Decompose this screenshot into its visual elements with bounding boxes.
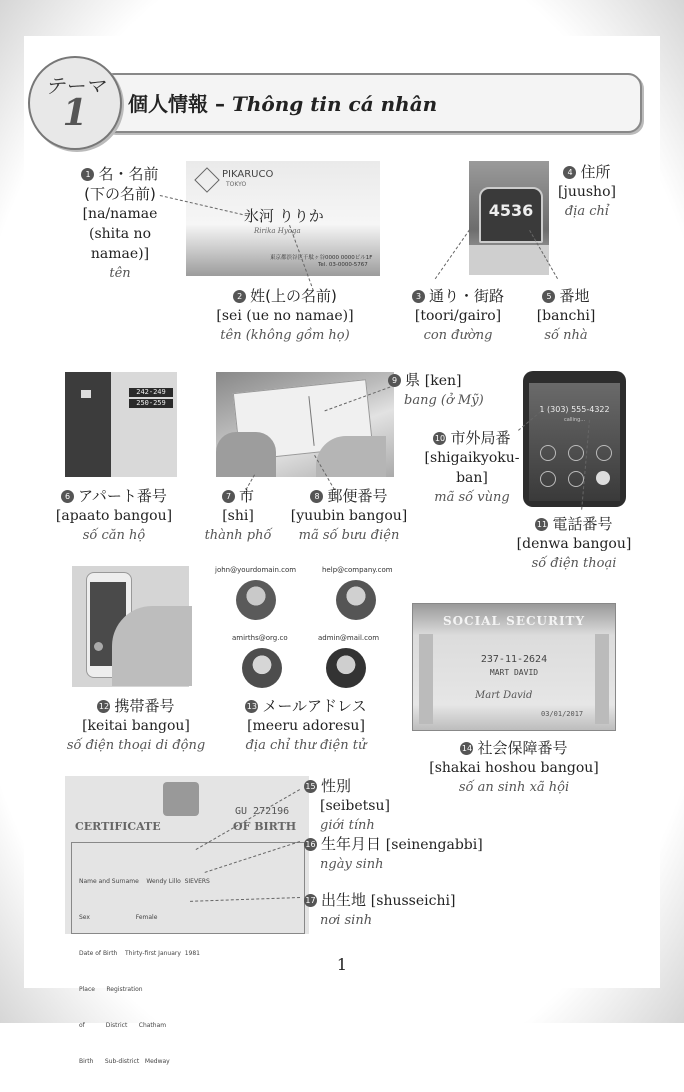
item-romaji: [yuubin bangou]: [290, 508, 408, 524]
certificate-line: Name and Surname Wendy Lillo SIEVERS: [79, 878, 210, 885]
item-number: 9: [388, 374, 401, 387]
item-jp: 出生地: [321, 891, 367, 909]
card-address: 東京都渋谷区千駄ヶ谷0000 0000ビル1F: [270, 255, 373, 261]
theme-badge: [28, 56, 122, 150]
item-jp: アパート番号: [78, 487, 167, 505]
door-number-2: 250-259: [129, 399, 173, 408]
email-1: john@yourdomain.com: [215, 566, 297, 574]
item-jp: メールアドレス: [262, 697, 367, 715]
email-4: admin@mail.com: [318, 634, 380, 642]
title-jp: 個人情報: [128, 92, 208, 116]
vocab-item-10: [418, 428, 526, 508]
item-number: 11: [536, 520, 548, 529]
ssn-name: MART DAVID: [489, 668, 539, 677]
address-sign-image: [469, 161, 549, 275]
phone-call-image: [523, 371, 626, 507]
title-separator: –: [208, 92, 232, 116]
card-logo-icon: [194, 167, 219, 192]
certificate-line: Sex Female: [79, 914, 158, 921]
birth-certificate-image: [65, 776, 309, 1065]
theme-badge-number: 1: [62, 92, 88, 134]
item-number: 7: [222, 490, 235, 503]
item-romaji: [juusho]: [558, 184, 616, 200]
item-romaji: [seibetsu]: [320, 798, 390, 814]
item-number: 12: [98, 702, 110, 711]
item-romaji: [shi]: [222, 508, 254, 524]
item-number: 17: [305, 896, 316, 905]
item-number: 13: [246, 702, 257, 711]
item-number: 15: [305, 782, 316, 791]
item-romaji-2: (shita no namae)]: [88, 226, 151, 262]
phone-call-status: calling...: [563, 417, 586, 423]
vocab-item-13: [226, 696, 386, 756]
item-romaji: [denwa bangou]: [516, 536, 632, 552]
item-number: 10: [434, 434, 446, 443]
item-jp: 社会保障番号: [477, 739, 568, 757]
ssn-title: SOCIAL SECURITY: [442, 614, 586, 628]
card-name: 氷河 りりか: [244, 207, 324, 225]
vocab-item-1: [60, 164, 180, 284]
business-card-image: [186, 161, 380, 276]
door-number-1: 242-249: [129, 388, 173, 397]
vocab-item-2: [195, 286, 375, 346]
sign-number: 4536: [488, 201, 534, 220]
certificate-line: Place Registration: [79, 986, 143, 993]
vocab-item-5: [524, 286, 608, 346]
item-vn: mã số vùng: [434, 490, 510, 505]
page-title: [128, 88, 437, 117]
crest-icon: [163, 782, 199, 816]
avatar: [236, 580, 276, 620]
item-jp: 郵便番号: [327, 487, 388, 505]
item-romaji: [shusseichi]: [370, 893, 456, 909]
item-number: 8: [310, 490, 323, 503]
item-vn: nơi sinh: [320, 913, 373, 928]
vocab-item-4: [548, 162, 626, 222]
item-vn: số điện thoại: [531, 556, 617, 571]
item-vn: số nhà: [544, 328, 588, 343]
vocab-item-16: [304, 834, 504, 875]
card-company: PIKARUCO: [222, 169, 274, 180]
apartment-door-image: [65, 372, 177, 477]
email-2: help@company.com: [322, 566, 393, 574]
certificate-line: Birth Sub-district Medway: [79, 1058, 170, 1065]
item-jp: 番地: [559, 287, 590, 305]
certificate-title-1: CERTIFICATE: [75, 820, 161, 833]
item-romaji: [banchi]: [536, 308, 596, 324]
item-number: 2: [233, 290, 246, 303]
item-jp: 県: [405, 371, 421, 389]
item-vn: địa chỉ thư điện tử: [245, 738, 367, 753]
vocab-item-14: [424, 738, 604, 798]
ssn-issue-date: 03/01/2017: [541, 710, 584, 718]
avatar: [326, 648, 366, 688]
item-jp: 通り・街路: [428, 287, 504, 305]
email-3: amirths@org.co: [232, 634, 288, 642]
card-tel: Tel. 03-0000-5767: [318, 262, 368, 268]
item-number: 6: [61, 490, 74, 503]
certificate-number: GU 272196: [235, 806, 290, 817]
item-romaji: [seinengabbi]: [385, 837, 483, 853]
item-number: 16: [305, 840, 316, 849]
item-romaji: [toori/gairo]: [414, 308, 502, 324]
vocab-item-3: [398, 286, 518, 346]
item-jp: 姓(上の名前): [250, 287, 337, 305]
social-security-card-image: [412, 603, 616, 731]
card-company-sub: TOKYO: [226, 181, 247, 188]
avatar: [242, 648, 282, 688]
mobile-phone-image: [72, 566, 189, 687]
item-romaji: [keitai bangou]: [82, 718, 190, 734]
item-vn: giới tính: [320, 818, 375, 833]
certificate-title-2: OF BIRTH: [233, 820, 297, 833]
item-jp: 市: [238, 487, 254, 505]
item-number: 5: [542, 290, 555, 303]
item-jp: 電話番号: [552, 515, 613, 533]
vocab-item-7: [198, 486, 278, 546]
vocab-item-6: [44, 486, 184, 546]
avatar: [336, 580, 376, 620]
ssn-number: 237-11-2624: [480, 654, 548, 665]
item-vn: số điện thoại di động: [66, 738, 206, 753]
item-romaji: [shakai hoshou bangou]: [429, 760, 599, 776]
item-romaji: [ken]: [424, 373, 462, 389]
item-jp: 性別: [321, 777, 352, 795]
vocab-item-8: [284, 486, 414, 546]
item-romaji-2: ban]: [456, 470, 488, 486]
item-romaji: [meeru adoresu]: [247, 718, 365, 734]
theme-badge-label: テーマ: [45, 74, 105, 98]
page-number: 1: [336, 955, 348, 974]
item-vn: số căn hộ: [82, 528, 146, 543]
item-vn: con đường: [423, 328, 493, 343]
item-number: 14: [461, 744, 473, 753]
item-vn: mã số bưu điện: [298, 528, 400, 543]
ssn-signature: Mart David: [475, 690, 533, 701]
item-vn: số an sinh xã hội: [458, 780, 570, 795]
item-jp: 名・名前: [98, 165, 159, 183]
item-romaji: [sei (ue no namae)]: [216, 308, 354, 324]
item-vn: bang (ở Mỹ): [404, 393, 484, 408]
vocab-item-11: [516, 514, 632, 574]
vocab-item-15: [304, 776, 394, 833]
title-vn: Thông tin cá nhân: [231, 92, 438, 116]
postcard-image: [216, 372, 394, 477]
item-vn: ngày sinh: [320, 857, 384, 872]
item-number: 4: [563, 166, 576, 179]
vocab-item-17: [304, 890, 504, 931]
item-romaji: [na/namae: [82, 206, 158, 222]
item-jp: 市外局番: [450, 429, 511, 447]
item-romaji: [apaato bangou]: [55, 508, 173, 524]
vocab-item-12: [60, 696, 212, 756]
item-number: 1: [81, 168, 94, 181]
certificate-line: of District Chatham: [79, 1022, 167, 1029]
item-vn: thành phố: [204, 528, 272, 543]
item-jp: 携帯番号: [114, 697, 175, 715]
item-number: 3: [412, 290, 425, 303]
phone-number-display: 1 (303) 555-4322: [539, 405, 610, 414]
item-jp-2: (下の名前): [84, 185, 156, 203]
item-jp: 生年月日: [321, 835, 382, 853]
vocab-item-9: [388, 370, 492, 411]
certificate-line: Date of Birth Thirty-first January 1981: [79, 950, 200, 957]
item-vn: tên: [109, 266, 131, 281]
item-jp: 住所: [580, 163, 611, 181]
item-vn: tên (không gồm họ): [220, 328, 350, 343]
card-sign: Ririka Hyoga: [254, 227, 301, 235]
item-romaji: [shigaikyoku-: [424, 450, 520, 466]
item-vn: địa chỉ: [564, 204, 610, 219]
